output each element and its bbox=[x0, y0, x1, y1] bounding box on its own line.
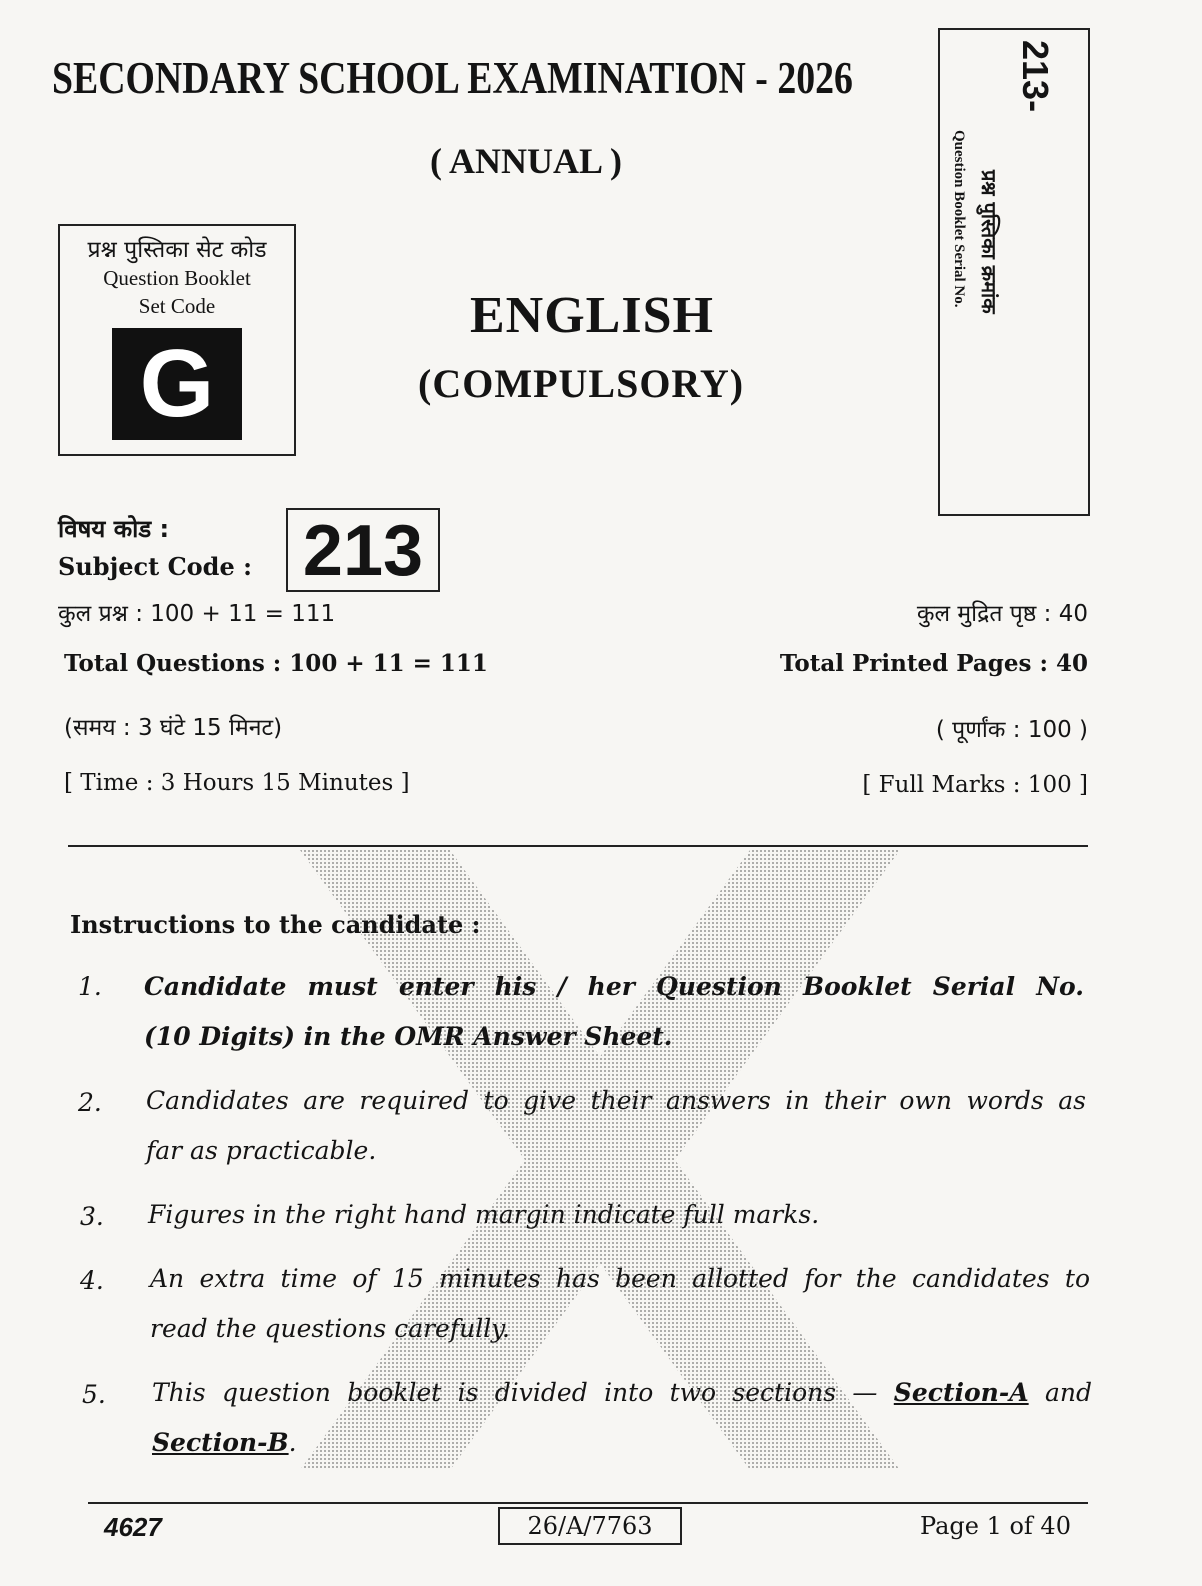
instruction-2 bbox=[146, 1076, 1086, 1176]
time-hi: (समय : 3 घंटे 15 मिनट) bbox=[64, 715, 283, 741]
total-pages-hi: कुल मुद्रित पृष्ठ : 40 bbox=[916, 601, 1088, 627]
instruction-3-line-1: Figures in the right hand margin indicate full marks. bbox=[148, 1200, 820, 1229]
instruction-5-text-post: and bbox=[1028, 1378, 1092, 1407]
page-number: Page 1 of 40 bbox=[920, 1512, 1071, 1540]
set-code-box bbox=[58, 224, 296, 456]
instructions-heading: Instructions to the candidate : bbox=[70, 910, 481, 939]
instruction-4-line-2: read the questions carefully. bbox=[150, 1314, 510, 1343]
instruction-1-number: 1. bbox=[78, 972, 102, 1001]
instruction-2-number: 2. bbox=[78, 1088, 102, 1117]
section-b-label: Section-B bbox=[152, 1428, 289, 1457]
instruction-1-line-2: (10 Digits) in the OMR Answer Sheet. bbox=[144, 1022, 673, 1051]
set-code-label-hi: प्रश्न पुस्तिका सेट कोड bbox=[87, 237, 267, 263]
subject-title: ENGLISH bbox=[470, 287, 714, 344]
section-a-label: Section-A bbox=[893, 1378, 1029, 1407]
footer-code: 4627 bbox=[104, 1512, 162, 1542]
set-code-letter: G bbox=[112, 328, 242, 440]
serial-label-hi: प्रश्न पुस्तिका क्रमांक bbox=[977, 170, 1001, 314]
exam-title: SECONDARY SCHOOL EXAMINATION - 2026 bbox=[52, 53, 853, 103]
instruction-3-number: 3. bbox=[80, 1202, 104, 1231]
divider-top bbox=[68, 845, 1088, 847]
instruction-4-number: 4. bbox=[80, 1266, 104, 1295]
instruction-5-number: 5. bbox=[82, 1380, 106, 1409]
subject-code-label-en: Subject Code : bbox=[58, 552, 252, 581]
footer-booklet-id: 26/A/7763 bbox=[498, 1507, 682, 1545]
instruction-3 bbox=[148, 1190, 1088, 1240]
full-marks-hi: ( पूर्णांक : 100 ) bbox=[935, 717, 1088, 743]
instruction-5-line-1 bbox=[152, 1368, 1092, 1418]
instruction-4 bbox=[150, 1254, 1090, 1354]
instruction-4-line-1: An extra time of 15 minutes has been allotted for the candidates to bbox=[150, 1264, 1090, 1293]
time-en: [ Time : 3 Hours 15 Minutes ] bbox=[64, 770, 410, 796]
set-code-label-en-1: Question Booklet bbox=[103, 266, 251, 290]
set-code-label-en-2: Set Code bbox=[138, 294, 216, 318]
subject-code-label-hi: विषय कोड : bbox=[58, 515, 170, 543]
instruction-1 bbox=[144, 962, 1084, 1062]
serial-number: 213- bbox=[1015, 40, 1056, 113]
serial-label-en: Question Booklet Serial No. bbox=[951, 130, 967, 308]
instruction-2-line-2: far as practicable. bbox=[146, 1136, 377, 1165]
exam-type: ( ANNUAL ) bbox=[430, 141, 623, 181]
subject-note: (COMPULSORY) bbox=[418, 361, 745, 406]
total-questions-hi: कुल प्रश्न : 100 + 11 = 111 bbox=[58, 601, 336, 627]
instruction-5-text-pre: This question booklet is divided into two sections — bbox=[152, 1378, 894, 1407]
divider-bottom bbox=[88, 1502, 1088, 1504]
instruction-2-line-1: Candidates are required to give their answers in their own words as bbox=[146, 1086, 1086, 1115]
instruction-5 bbox=[152, 1368, 1092, 1468]
instruction-5-line-2 bbox=[152, 1418, 1092, 1468]
total-pages-en: Total Printed Pages : 40 bbox=[779, 650, 1088, 677]
instruction-1-line-1: Candidate must enter his / her Question Booklet Serial No. bbox=[144, 972, 1084, 1001]
full-marks-en: [ Full Marks : 100 ] bbox=[862, 772, 1088, 798]
instruction-5-end: . bbox=[288, 1428, 297, 1457]
total-questions-en: Total Questions : 100 + 11 = 111 bbox=[64, 650, 488, 677]
subject-code-value: 213 bbox=[286, 508, 440, 592]
